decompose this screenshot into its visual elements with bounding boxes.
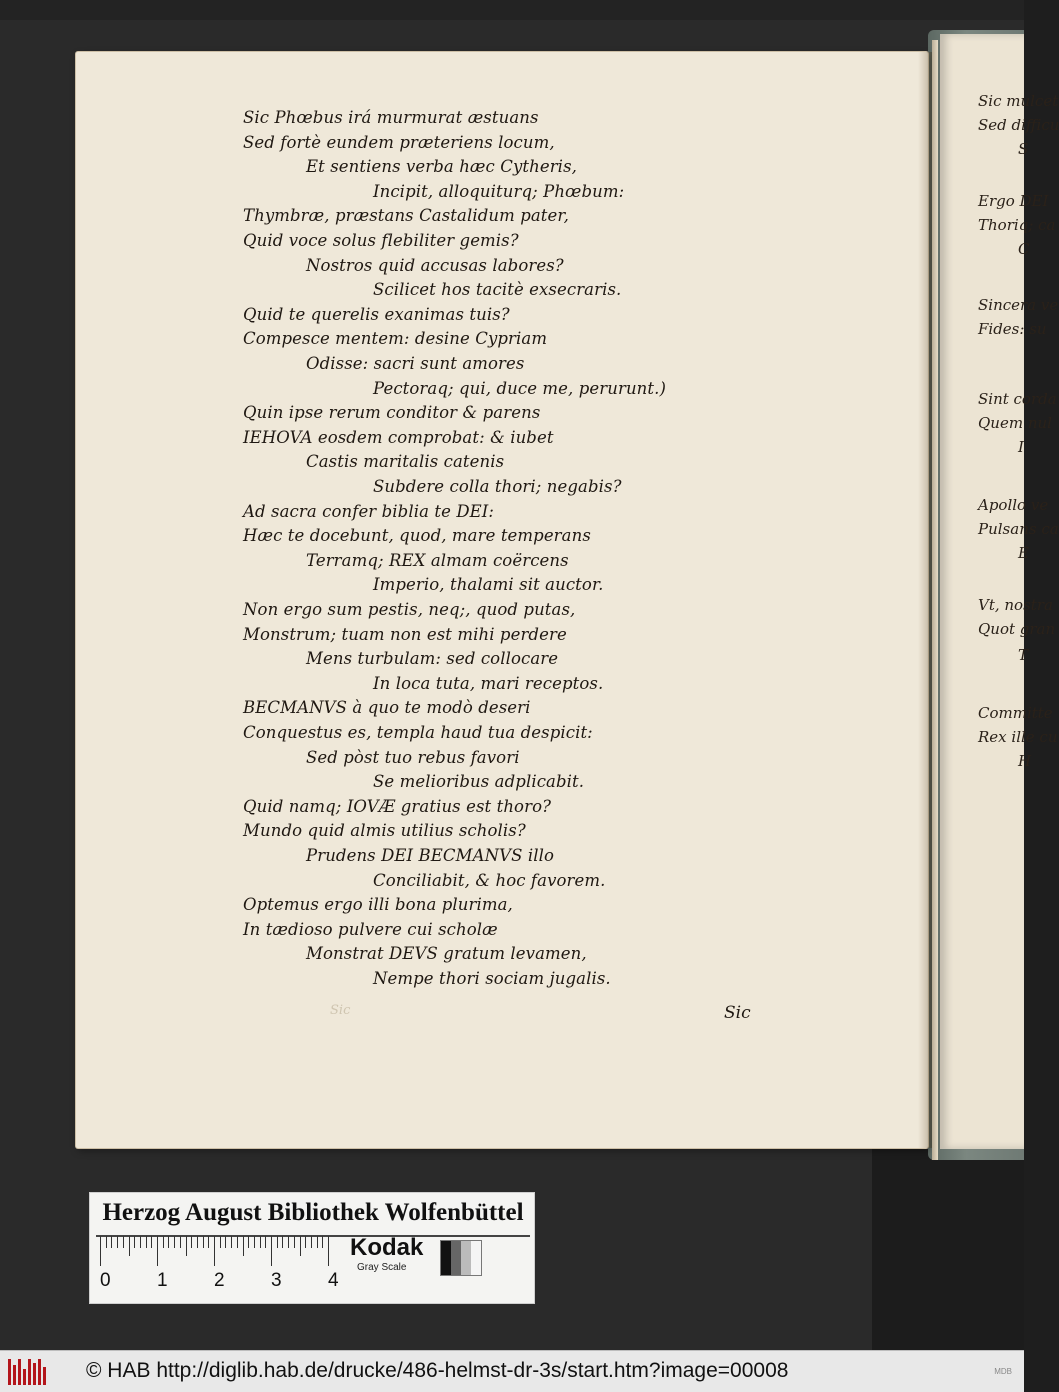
ruler-tick (168, 1236, 169, 1248)
footer-bar (0, 1350, 1024, 1392)
verse-line: Mundo quid almis utilius scholis? (243, 821, 526, 841)
ruler-tick (300, 1236, 301, 1256)
facing-line: C (1018, 240, 1030, 258)
verse-line: Sed fortè eundem præteriens locum, (243, 132, 555, 152)
facing-line: Pulsans ca (978, 520, 1059, 538)
facing-line: T (1018, 646, 1029, 664)
ruler-tick (311, 1236, 312, 1248)
ruler-number: 3 (271, 1270, 282, 1291)
verse-line: Ad sacra confer biblia te DEI: (243, 501, 495, 521)
ruler-tick (180, 1236, 181, 1248)
verse-line: In tædioso pulvere cui scholæ (243, 919, 498, 939)
verse-line: Thymbræ, præstans Castalidum pater, (243, 206, 569, 226)
ruler-tick (117, 1236, 118, 1248)
hab-logo-icon (8, 1359, 46, 1385)
facing-line: Ergo DEI (978, 192, 1049, 210)
ruler-tick (282, 1236, 283, 1248)
verse-line: BECMANVS à quo te modò deseri (243, 698, 531, 718)
ruler-tick (322, 1236, 323, 1248)
facing-line: I (1018, 438, 1024, 456)
verse-line: IEHOVA eosdem comprobat: & iubet (243, 427, 554, 447)
facing-line: Rex ille cu (978, 728, 1058, 746)
book-gutter (932, 40, 938, 1160)
verse-line: Castis maritalis catenis (306, 452, 505, 472)
kodak-logo-text: Kodak (350, 1234, 424, 1261)
facing-line: S (1018, 140, 1029, 158)
ruler-tick (237, 1236, 238, 1248)
ruler-number: 1 (157, 1270, 168, 1291)
ruler-tick (277, 1236, 278, 1248)
ruler-tick (225, 1236, 226, 1248)
ruler-tick (231, 1236, 232, 1248)
verse-line: Se melioribus adplicabit. (373, 772, 585, 792)
ruler-tick (248, 1236, 249, 1248)
ruler-tick (317, 1236, 318, 1248)
verse-line: In loca tuta, mari receptos. (373, 673, 604, 693)
scale-ruler (100, 1236, 332, 1270)
facing-line: Quem nul (978, 414, 1052, 432)
ruler-tick (254, 1236, 255, 1248)
verse-line: Subdere colla thori; negabis? (373, 477, 622, 496)
facing-line: E (1018, 544, 1029, 562)
ruler-tick (151, 1236, 152, 1248)
verse-line: Sic Phœbus irá murmurat æstuans (243, 108, 539, 127)
ruler-tick (197, 1236, 198, 1248)
ruler-tick (265, 1236, 266, 1248)
ruler-tick (111, 1236, 112, 1248)
ruler-tick (174, 1236, 175, 1248)
catchword: Sic (724, 1003, 751, 1023)
verse-line: Incipit, alloquiturq; Phœbum: (373, 181, 625, 201)
verse-line: Monstrum; tuam non est mihi perdere (243, 624, 567, 644)
verse-line: Et sentiens verba hæc Cytheris, (306, 157, 577, 177)
footer-mark: MDB (994, 1367, 1012, 1376)
ruler-tick (123, 1236, 124, 1248)
ruler-tick (100, 1236, 101, 1266)
ruler-tick (243, 1236, 244, 1256)
verse-line: Hæc te docebunt, quod, mare temperans (243, 526, 591, 546)
verse-line: Conquestus es, templa haud tua despicit: (243, 723, 593, 742)
facing-line: Thoriq; ca (978, 216, 1056, 234)
ruler-tick (260, 1236, 261, 1248)
facing-line: Apollo ve (978, 496, 1049, 514)
gray-scale-label: Gray Scale (357, 1262, 407, 1273)
verse-line: Monstrat DEVS gratum levamen, (306, 944, 587, 964)
ruler-tick (129, 1236, 130, 1256)
verse-line: Mens turbulam: sed collocare (306, 649, 559, 669)
ruler-tick (191, 1236, 192, 1248)
facing-line: Vt, nostra (978, 596, 1053, 614)
ruler-tick (106, 1236, 107, 1248)
verse-line: Quid te querelis exanimas tuis? (243, 304, 510, 324)
facing-page (940, 34, 1059, 1149)
ruler-tick (140, 1236, 141, 1248)
ruler-number: 4 (328, 1270, 339, 1291)
ruler-tick (220, 1236, 221, 1248)
facing-line: Sic mulcet (978, 92, 1059, 110)
facing-line: Sint corda (978, 390, 1057, 408)
page-fold-shadow (918, 52, 932, 1148)
library-name: Herzog August Bibliothek Wolfenbüttel (102, 1199, 524, 1226)
ruler-tick (305, 1236, 306, 1248)
verse-line: Pectoraq; qui, duce me, perurunt.) (373, 378, 667, 398)
facing-line: H (1018, 752, 1032, 770)
show-through-text: Sic (330, 1003, 351, 1018)
verse-line: Quid namq; IOVÆ gratius est thoro? (243, 796, 552, 816)
ruler-tick (214, 1236, 215, 1266)
verse-line: Odisse: sacri sunt amores (306, 354, 525, 373)
facing-line: Committe (978, 704, 1053, 722)
verse-line: Terramq; REX almam coërcens (306, 550, 569, 570)
verse-line: Compesce mentem: desine Cypriam (243, 329, 548, 349)
ruler-tick (271, 1236, 272, 1266)
ruler-tick (134, 1236, 135, 1248)
ruler-tick (294, 1236, 295, 1248)
facing-line: Sed difficu (978, 116, 1059, 134)
ruler-number: 0 (100, 1270, 111, 1291)
ruler-tick (146, 1236, 147, 1248)
facing-line: Fides: su (978, 320, 1047, 338)
ruler-tick (208, 1236, 209, 1248)
verse-line: Sed pòst tuo rebus favori (306, 747, 520, 767)
board-shadow (872, 1145, 1024, 1350)
ruler-tick (186, 1236, 187, 1256)
copyright-url[interactable]: © HAB http://diglib.hab.de/drucke/486-helmst-dr-3s/start.htm?image=00008 (86, 1359, 789, 1382)
verse-line: Scilicet hos tacitè exsecraris. (373, 280, 622, 300)
verse-line: Prudens DEI BECMANVS illo (306, 846, 555, 865)
facing-line: Quot gran (978, 620, 1056, 638)
facing-line: Sincera ve (978, 296, 1059, 314)
verse-line: Nempe thori sociam jugalis. (373, 969, 611, 988)
verse-line: Quid voce solus flebiliter gemis? (243, 231, 519, 250)
verse-line: Non ergo sum pestis, neq;, quod putas, (243, 600, 576, 619)
ruler-tick (157, 1236, 158, 1266)
ruler-tick (288, 1236, 289, 1248)
ruler-tick (163, 1236, 164, 1248)
gray-swatches (440, 1240, 482, 1276)
ruler-number: 2 (214, 1270, 225, 1291)
verse-line: Imperio, thalami sit auctor. (373, 575, 604, 595)
verse-line: Nostros quid accusas labores? (306, 255, 564, 275)
verse-line: Optemus ergo illi bona plurima, (243, 895, 513, 915)
ruler-tick (328, 1236, 329, 1266)
verse-line: Quin ipse rerum conditor & parens (243, 403, 541, 423)
ruler-tick (203, 1236, 204, 1248)
verse-line: Conciliabit, & hoc favorem. (373, 870, 606, 890)
